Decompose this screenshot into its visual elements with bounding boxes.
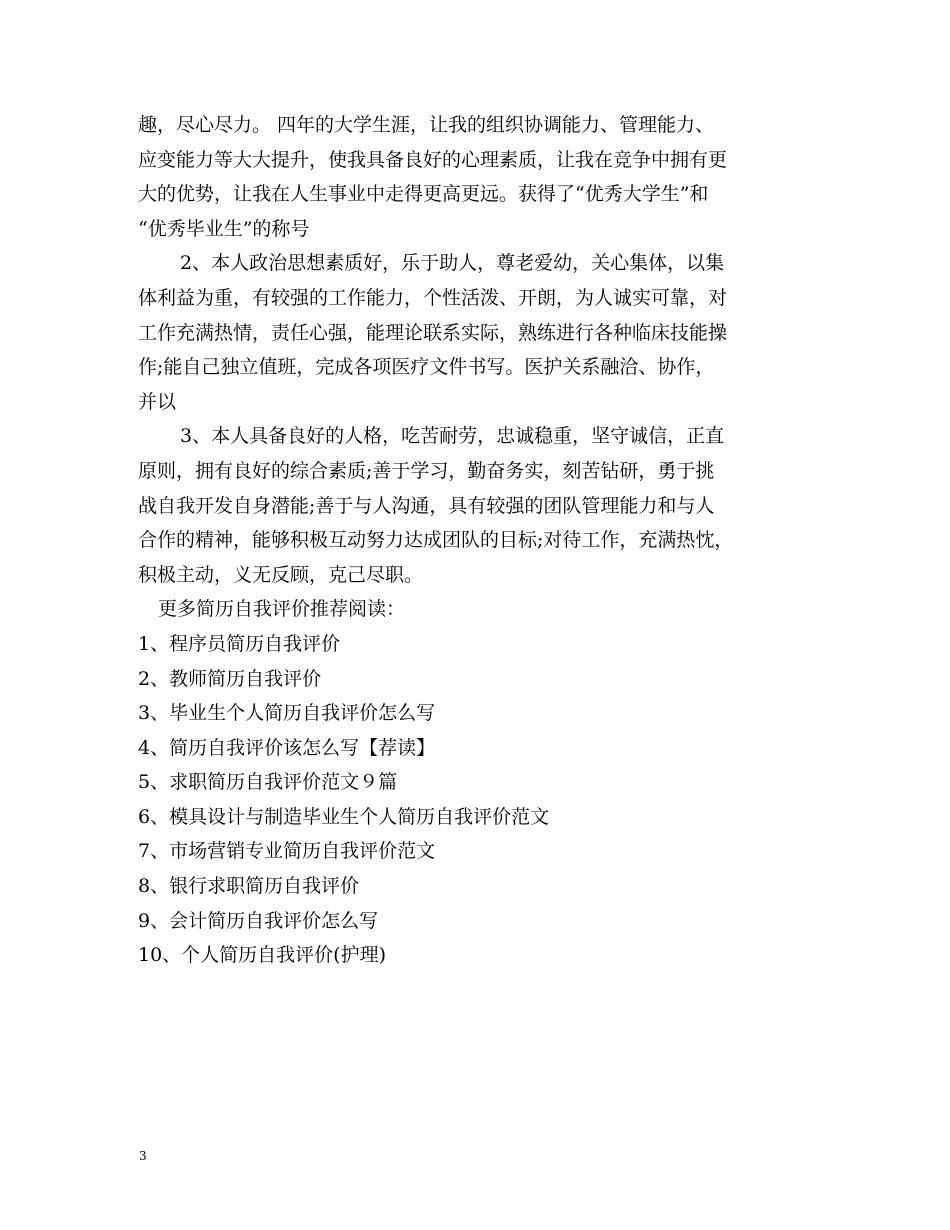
paragraph-continuation bbox=[138, 108, 818, 246]
recommend-link[interactable]: 5、求职简历自我评价范文９篇 bbox=[138, 771, 398, 794]
text-line: 战自我开发自身潜能;善于与人沟通，具有较强的团队管理能力和与人 bbox=[138, 494, 715, 517]
recommend-link[interactable]: 9、会计简历自我评价怎么写 bbox=[138, 909, 379, 932]
text-line: “优秀毕业生”的称号 bbox=[138, 217, 310, 240]
recommend-link[interactable]: 2、教师简历自我评价 bbox=[138, 667, 322, 690]
paragraph-item-3 bbox=[138, 419, 818, 592]
page-number: 3 bbox=[139, 1149, 147, 1163]
recommend-link[interactable]: 6、模具设计与制造毕业生个人简历自我评价范文 bbox=[138, 805, 550, 828]
recommend-link[interactable]: 1、程序员简历自我评价 bbox=[138, 632, 341, 655]
recommend-heading: 更多简历自我评价推荐阅读： bbox=[158, 598, 406, 621]
text-line: 2、本人政治思想素质好，乐于助人，尊老爱幼，关心集体，以集 bbox=[180, 252, 725, 275]
text-line: 趣，尽心尽力。 四年的大学生涯，让我的组织协调能力、管理能力、 bbox=[138, 114, 715, 136]
text-line: 应变能力等大大提升，使我具备良好的心理素质，让我在竞争中拥有更 bbox=[138, 148, 728, 171]
text-line: 工作充满热情，责任心强，能理论联系实际，熟练进行各种临床技能操 bbox=[138, 321, 728, 344]
recommend-link[interactable]: 8、银行求职简历自我评价 bbox=[138, 875, 360, 898]
recommend-link[interactable]: 4、简历自我评价该怎么写【荐读】 bbox=[138, 736, 436, 759]
recommend-link[interactable]: 3、毕业生个人简历自我评价怎么写 bbox=[138, 702, 436, 725]
text-line: 3、本人具备良好的人格，吃苦耐劳，忠诚稳重，坚守诚信，正直 bbox=[180, 425, 725, 448]
text-line: 合作的精神，能够积极互动努力达成团队的目标;对待工作，充满热忱， bbox=[138, 529, 734, 552]
text-line: 原则，拥有良好的综合素质;善于学习，勤奋务实，刻苦钻研，勇于挑 bbox=[138, 459, 715, 482]
recommend-link[interactable]: 7、市场营销专业简历自我评价范文 bbox=[138, 840, 436, 863]
text-line: 作;能自己独立值班，完成各项医疗文件书写。医护关系融洽、协作， bbox=[138, 356, 715, 379]
text-line: 大的优势，让我在人生事业中走得更高更远。获得了“优秀大学生”和 bbox=[138, 183, 709, 206]
text-line: 并以 bbox=[138, 390, 177, 413]
recommend-list bbox=[138, 627, 818, 973]
text-line: 体利益为重，有较强的工作能力，个性活泼、开朗，为人诚实可靠，对 bbox=[138, 286, 728, 309]
paragraph-item-2 bbox=[138, 246, 818, 419]
document-body bbox=[138, 108, 818, 973]
text-line: 积极主动，义无反顾，克己尽职。 bbox=[138, 563, 424, 586]
recommend-link[interactable]: 10、个人简历自我评价(护理) bbox=[138, 944, 387, 967]
